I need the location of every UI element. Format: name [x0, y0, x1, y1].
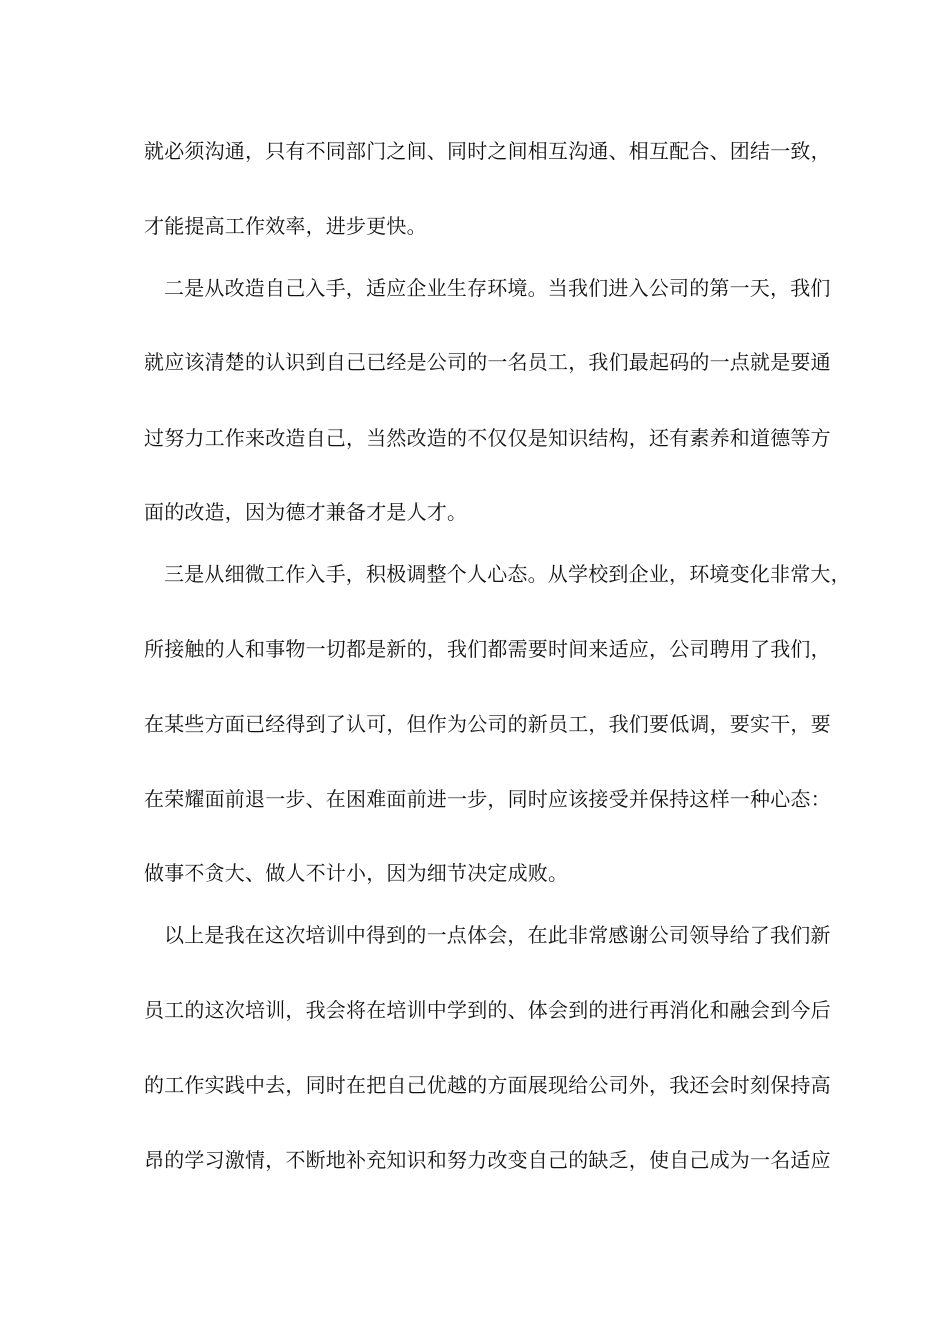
text-line: 做事不贪大、做人不计小，因为细节决定成败。	[144, 861, 569, 885]
text-line: 面的改造，因为德才兼备才是人才。	[144, 500, 468, 524]
text-line: 过努力工作来改造自己，当然改造的不仅仅是知识结构，还有素养和道德等方	[144, 426, 831, 450]
text-line: 就应该清楚的认识到自己已经是公司的一名员工，我们最起码的一点就是要通	[144, 350, 831, 374]
text-line: 昂的学习激情，不断地补充知识和努力改变自己的缺乏，使自己成为一名适应	[144, 1148, 831, 1172]
text-line: 就必须沟通，只有不同部门之间、同时之间相互沟通、相互配合、团结一致，	[144, 139, 831, 163]
paragraph-start-line: 三是从细微工作入手，积极调整个人心态。从学校到企业，环境变化非常大，	[164, 562, 851, 586]
text-line: 员工的这次培训，我会将在培训中学到的、体会到的进行再消化和融会到今后	[144, 998, 831, 1022]
text-line: 的工作实践中去，同时在把自己优越的方面展现给公司外，我还会时刻保持高	[144, 1073, 831, 1097]
text-line: 在某些方面已经得到了认可，但作为公司的新员工，我们要低调，要实干，要	[144, 712, 831, 736]
paragraph-start-line: 二是从改造自己入手，适应企业生存环境。当我们进入公司的第一天，我们	[164, 276, 831, 300]
text-line: 在荣耀面前退一步、在困难面前进一步，同时应该接受并保持这样一种心态：	[144, 787, 831, 811]
paragraph-start-line: 以上是我在这次培训中得到的一点体会，在此非常感谢公司领导给了我们新	[164, 923, 831, 947]
text-line: 所接触的人和事物一切都是新的，我们都需要时间来适应，公司聘用了我们，	[144, 637, 831, 661]
text-line: 才能提高工作效率，进步更快。	[144, 214, 427, 238]
